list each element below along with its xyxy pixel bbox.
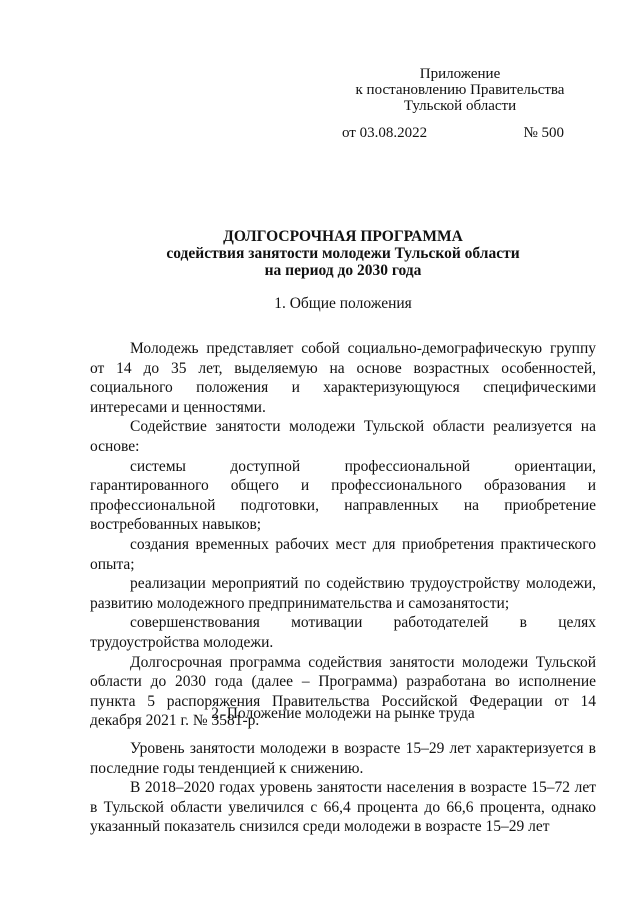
appendix-header [340, 66, 580, 114]
title-line-1: ДОЛГОСРОЧНАЯ ПРОГРАММА [223, 228, 463, 245]
title-line-3: на период до 2030 года [264, 262, 422, 279]
decree-number: № 500 [523, 125, 564, 141]
paragraph: В 2018–2020 годах уровень занятости населения в возрасте 15–72 лет в Тульской области увеличился с 66,4 процента до 66,6 процента, однако указанный показатель снизился среди молодежи в возрасте 15–29 лет [90, 779, 596, 836]
appendix-line-2: к постановлению Правительства [355, 82, 565, 98]
document-title [90, 228, 596, 279]
appendix-line-1: Приложение [419, 66, 501, 82]
paragraph: системы доступной профессиональной ориентации, гарантированного общего и профессионального образования и профессиональной подготовки, направленных на приобретение востребованных навыков; [90, 457, 596, 534]
appendix-line-3: Тульской области [403, 98, 517, 114]
paragraph: Молодежь представляет собой социально-демографическую группу от 14 до 35 лет, выделяемую на основе возрастных особенностей, социального положения и характеризующуюся специфическими интересами и ценностями. [90, 340, 596, 416]
paragraph: совершенствования мотивации работодателей в целях трудоустройства молодежи. [90, 614, 596, 651]
decree-date: от 03.08.2022 [342, 125, 428, 141]
section-2-body [90, 739, 596, 837]
title-line-2: содействия занятости молодежи Тульской области [166, 245, 520, 262]
paragraph: реализации мероприятий по содействию трудоустройству молодежи, развитию молодежного предпринимательства и самозанятости; [90, 575, 596, 612]
paragraph: Уровень занятости молодежи в возрасте 15–29 лет характеризуется в последние годы тенденцией к снижению. [90, 740, 596, 777]
section-1-heading: 1. Общие положения [274, 295, 412, 312]
section-1-body [90, 339, 596, 731]
paragraph: Долгосрочная программа содействия занятости молодежи Тульской области до 2030 года (далее – Программа) разработана во исполнение пункта 5 распоряжения Правительства Российской Федерации от 14 декабря 2021 г. № 3581-р. [90, 653, 596, 730]
paragraph: Содействие занятости молодежи Тульской области реализуется на основе: [90, 418, 596, 455]
paragraph: создания временных рабочих мест для приобретения практического опыта; [90, 535, 596, 573]
section-2-heading: 2. Положение молодежи на рынке труда [211, 705, 475, 722]
